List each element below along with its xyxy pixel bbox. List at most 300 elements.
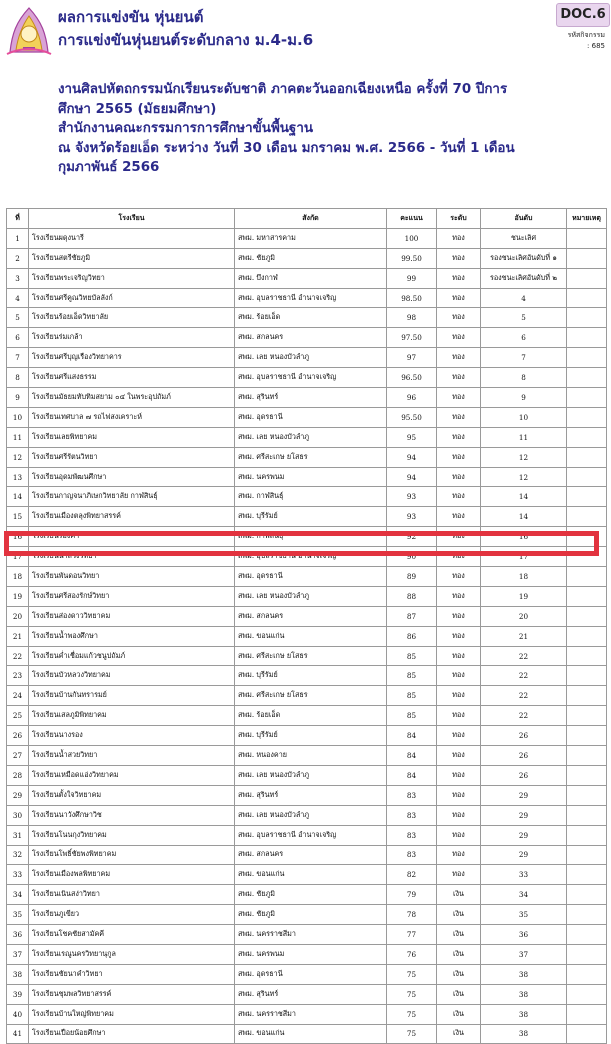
cell-no: 25: [7, 706, 29, 726]
cell-level: ทอง: [437, 567, 481, 587]
cell-score: 78: [387, 905, 437, 925]
cell-school: โรงเรียนภูเขียว: [29, 905, 235, 925]
table-row: [7, 785, 607, 805]
cell-remark: [567, 984, 607, 1004]
cell-school: โรงเรียนพันดอนวิทยา: [29, 567, 235, 587]
cell-affiliation: สพม. ขอนแก่น: [235, 1024, 387, 1044]
cell-rank: 22: [481, 686, 567, 706]
table-row: [7, 328, 607, 348]
cell-level: ทอง: [437, 845, 481, 865]
cell-level: ทอง: [437, 706, 481, 726]
cell-affiliation: สพม. กาฬสินธุ์: [235, 527, 387, 547]
cell-score: 75: [387, 984, 437, 1004]
cell-remark: [567, 666, 607, 686]
table-row: [7, 746, 607, 766]
event-subtitle: [58, 80, 558, 178]
cell-score: 99: [387, 268, 437, 288]
cell-no: 40: [7, 1004, 29, 1024]
cell-affiliation: สพม. ร้อยเอ็ด: [235, 308, 387, 328]
cell-no: 2: [7, 248, 29, 268]
cell-affiliation: สพม. กาฬสินธุ์: [235, 487, 387, 507]
cell-no: 24: [7, 686, 29, 706]
table-row: [7, 527, 607, 547]
cell-no: 12: [7, 447, 29, 467]
table-row: [7, 626, 607, 646]
cell-school: โรงเรียนบ้านกันทรารมย์: [29, 686, 235, 706]
cell-level: ทอง: [437, 388, 481, 408]
activity-code-value: : 685: [587, 42, 605, 50]
cell-no: 28: [7, 765, 29, 785]
table-row: [7, 925, 607, 945]
cell-remark: [567, 1024, 607, 1044]
cell-level: ทอง: [437, 348, 481, 368]
cell-school: โรงเรียนร่มเกล้า: [29, 328, 235, 348]
cell-affiliation: สพม. เลย หนองบัวลำภู: [235, 348, 387, 368]
cell-affiliation: สพม. ชัยภูมิ: [235, 905, 387, 925]
cell-score: 76: [387, 944, 437, 964]
cell-level: เงิน: [437, 944, 481, 964]
cell-no: 14: [7, 487, 29, 507]
cell-remark: [567, 547, 607, 567]
cell-level: ทอง: [437, 527, 481, 547]
cell-level: ทอง: [437, 586, 481, 606]
cell-rank: 20: [481, 606, 567, 626]
cell-level: ทอง: [437, 746, 481, 766]
cell-rank: 26: [481, 765, 567, 785]
cell-rank: 29: [481, 825, 567, 845]
cell-school: โรงเรียนเมืองพลพิทยาคม: [29, 865, 235, 885]
cell-remark: [567, 467, 607, 487]
cell-rank: 6: [481, 328, 567, 348]
cell-remark: [567, 925, 607, 945]
cell-affiliation: สพม. บึงกาฬ: [235, 268, 387, 288]
cell-score: 88: [387, 586, 437, 606]
table-row: [7, 308, 607, 328]
cell-score: 85: [387, 666, 437, 686]
cell-score: 86: [387, 626, 437, 646]
cell-no: 36: [7, 925, 29, 945]
cell-school: โรงเรียนน้ำพองศึกษา: [29, 626, 235, 646]
table-row: [7, 348, 607, 368]
cell-remark: [567, 348, 607, 368]
cell-affiliation: สพม. นครพนม: [235, 944, 387, 964]
cell-remark: [567, 507, 607, 527]
cell-affiliation: สพม. ชัยภูมิ: [235, 885, 387, 905]
column-header-school: โรงเรียน: [29, 209, 235, 229]
cell-school: โรงเรียนนาส่วงวิทยา: [29, 547, 235, 567]
cell-no: 9: [7, 388, 29, 408]
table-row: [7, 885, 607, 905]
cell-affiliation: สพม. มหาสารคาม: [235, 228, 387, 248]
table-row: [7, 228, 607, 248]
cell-level: ทอง: [437, 228, 481, 248]
cell-school: โรงเรียนสตรีชัยภูมิ: [29, 248, 235, 268]
cell-remark: [567, 1004, 607, 1024]
cell-score: 98.50: [387, 288, 437, 308]
cell-school: โรงเรียนเรณูนครวิทยานุกูล: [29, 944, 235, 964]
cell-level: ทอง: [437, 328, 481, 348]
table-row: [7, 825, 607, 845]
cell-rank: 17: [481, 547, 567, 567]
cell-affiliation: สพม. ขอนแก่น: [235, 626, 387, 646]
cell-rank: 22: [481, 706, 567, 726]
cell-school: โรงเรียนน้ำสวยวิทยา: [29, 746, 235, 766]
cell-score: 85: [387, 686, 437, 706]
cell-remark: [567, 746, 607, 766]
cell-rank: 9: [481, 388, 567, 408]
cell-no: 35: [7, 905, 29, 925]
cell-affiliation: สพม. บุรีรัมย์: [235, 726, 387, 746]
cell-remark: [567, 487, 607, 507]
column-header-score: คะแนน: [387, 209, 437, 229]
activity-code-label: รหัสกิจกรรม: [567, 31, 605, 39]
cell-level: ทอง: [437, 726, 481, 746]
cell-score: 79: [387, 885, 437, 905]
cell-no: 6: [7, 328, 29, 348]
cell-affiliation: สพม. ร้อยเอ็ด: [235, 706, 387, 726]
cell-no: 21: [7, 626, 29, 646]
table-row: [7, 288, 607, 308]
cell-remark: [567, 686, 607, 706]
cell-level: ทอง: [437, 666, 481, 686]
cell-affiliation: สพม. สุรินทร์: [235, 388, 387, 408]
cell-remark: [567, 646, 607, 666]
table-row: [7, 606, 607, 626]
cell-level: ทอง: [437, 547, 481, 567]
subtitle-line2: ศึกษา 2565 (มัธยมศึกษา): [58, 101, 217, 117]
cell-level: เงิน: [437, 1024, 481, 1044]
cell-remark: [567, 328, 607, 348]
cell-school: โรงเรียนร้อยเอ็ดวิทยาลัย: [29, 308, 235, 328]
cell-rank: รองชนะเลิศอันดับที่ ๒: [481, 268, 567, 288]
cell-score: 92: [387, 527, 437, 547]
table-row: [7, 547, 607, 567]
cell-school: โรงเรียนอุดมพัฒนศึกษา: [29, 467, 235, 487]
activity-code: [568, 30, 605, 52]
cell-remark: [567, 567, 607, 587]
cell-score: 83: [387, 805, 437, 825]
cell-no: 31: [7, 825, 29, 845]
cell-rank: 38: [481, 1024, 567, 1044]
cell-remark: [567, 865, 607, 885]
subtitle-line1: งานศิลปหัตถกรรมนักเรียนระดับชาติ ภาคตะวันออกเฉียงเหนือ ครั้งที่ 70 ปีการ: [58, 82, 508, 97]
cell-rank: 5: [481, 308, 567, 328]
cell-school: โรงเรียนโชคชัยสามัคคี: [29, 925, 235, 945]
cell-rank: 29: [481, 845, 567, 865]
cell-affiliation: สพม. ศรีสะเกษ ยโสธร: [235, 447, 387, 467]
cell-score: 84: [387, 746, 437, 766]
cell-level: ทอง: [437, 248, 481, 268]
cell-no: 19: [7, 586, 29, 606]
cell-affiliation: สพม. บุรีรัมย์: [235, 507, 387, 527]
cell-rank: 11: [481, 427, 567, 447]
organization-logo: [6, 4, 52, 56]
cell-no: 23: [7, 666, 29, 686]
table-row: [7, 865, 607, 885]
page-header: [58, 6, 313, 52]
subtitle-line3: สำนักงานคณะกรรมการการศึกษาขั้นพื้นฐาน: [58, 121, 313, 136]
cell-score: 77: [387, 925, 437, 945]
subtitle-line4: ณ จังหวัดร้อยเอ็ด ระหว่าง วันที่ 30 เดือน มกราคม พ.ศ. 2566 - วันที่ 1 เดือน: [58, 140, 515, 156]
table-row: [7, 765, 607, 785]
table-row: [7, 1024, 607, 1044]
cell-school: โรงเรียนร่องคำ: [29, 527, 235, 547]
cell-score: 95.50: [387, 407, 437, 427]
table-row: [7, 686, 607, 706]
table-row: [7, 646, 607, 666]
cell-score: 83: [387, 825, 437, 845]
cell-no: 1: [7, 228, 29, 248]
table-row: [7, 1004, 607, 1024]
cell-score: 97.50: [387, 328, 437, 348]
cell-score: 96: [387, 388, 437, 408]
cell-level: ทอง: [437, 447, 481, 467]
cell-score: 75: [387, 1024, 437, 1044]
table-row: [7, 248, 607, 268]
cell-no: 20: [7, 606, 29, 626]
cell-school: โรงเรียนส่องดาววิทยาคม: [29, 606, 235, 626]
cell-remark: [567, 308, 607, 328]
cell-score: 89: [387, 567, 437, 587]
cell-rank: 8: [481, 368, 567, 388]
cell-affiliation: สพม. อุดรธานี: [235, 567, 387, 587]
table-row: [7, 586, 607, 606]
table-row: [7, 944, 607, 964]
cell-remark: [567, 706, 607, 726]
cell-remark: [567, 785, 607, 805]
cell-remark: [567, 845, 607, 865]
cell-affiliation: สพม. เลย หนองบัวลำภู: [235, 586, 387, 606]
table-row: [7, 427, 607, 447]
cell-level: เงิน: [437, 964, 481, 984]
cell-level: ทอง: [437, 507, 481, 527]
cell-score: 90: [387, 547, 437, 567]
cell-remark: [567, 606, 607, 626]
cell-rank: 21: [481, 626, 567, 646]
cell-rank: 7: [481, 348, 567, 368]
cell-affiliation: สพม. หนองคาย: [235, 746, 387, 766]
cell-level: ทอง: [437, 686, 481, 706]
cell-score: 85: [387, 646, 437, 666]
cell-level: ทอง: [437, 865, 481, 885]
cell-rank: 4: [481, 288, 567, 308]
table-row: [7, 467, 607, 487]
cell-remark: [567, 368, 607, 388]
cell-affiliation: สพม. อุบลราชธานี อำนาจเจริญ: [235, 288, 387, 308]
cell-remark: [567, 228, 607, 248]
cell-remark: [567, 885, 607, 905]
cell-remark: [567, 905, 607, 925]
cell-school: โรงเรียนโพธิ์ชัยพงพิทยาคม: [29, 845, 235, 865]
cell-no: 38: [7, 964, 29, 984]
table-row: [7, 984, 607, 1004]
cell-remark: [567, 825, 607, 845]
cell-rank: 35: [481, 905, 567, 925]
cell-affiliation: สพม. อุดรธานี: [235, 407, 387, 427]
cell-score: 83: [387, 785, 437, 805]
table-row: [7, 447, 607, 467]
cell-level: ทอง: [437, 805, 481, 825]
cell-score: 75: [387, 964, 437, 984]
table-row: [7, 388, 607, 408]
cell-affiliation: สพม. ศรีสะเกษ ยโสธร: [235, 646, 387, 666]
cell-remark: [567, 388, 607, 408]
cell-remark: [567, 427, 607, 447]
cell-no: 30: [7, 805, 29, 825]
cell-school: โรงเรียนเลยพิทยาคม: [29, 427, 235, 447]
cell-level: เงิน: [437, 1004, 481, 1024]
cell-affiliation: สพม. อุบลราชธานี อำนาจเจริญ: [235, 825, 387, 845]
cell-level: ทอง: [437, 646, 481, 666]
cell-school: โรงเรียนศรีบุญเรืองวิทยาคาร: [29, 348, 235, 368]
table-row: [7, 905, 607, 925]
cell-affiliation: สพม. เลย หนองบัวลำภู: [235, 765, 387, 785]
cell-no: 10: [7, 407, 29, 427]
cell-rank: 37: [481, 944, 567, 964]
cell-affiliation: สพม. สกลนคร: [235, 606, 387, 626]
cell-school: โรงเรียนศรีสองรักษ์วิทยา: [29, 586, 235, 606]
cell-score: 100: [387, 228, 437, 248]
header-title-line1: ผลการแข่งขัน หุ่นยนต์: [58, 8, 204, 26]
cell-rank: 34: [481, 885, 567, 905]
cell-score: 84: [387, 765, 437, 785]
cell-affiliation: สพม. อุบลราชธานี อำนาจเจริญ: [235, 547, 387, 567]
cell-no: 32: [7, 845, 29, 865]
cell-no: 8: [7, 368, 29, 388]
cell-school: โรงเรียนเมืองตลุงพิทยาสรรค์: [29, 507, 235, 527]
cell-rank: 38: [481, 984, 567, 1004]
table-row: [7, 666, 607, 686]
cell-affiliation: สพม. สกลนคร: [235, 328, 387, 348]
cell-school: โรงเรียนกาญจนาภิเษกวิทยาลัย กาฬสินธุ์: [29, 487, 235, 507]
cell-school: โรงเรียนเนินสง่าวิทยา: [29, 885, 235, 905]
cell-remark: [567, 964, 607, 984]
cell-affiliation: สพม. อุบลราชธานี อำนาจเจริญ: [235, 368, 387, 388]
cell-rank: 10: [481, 407, 567, 427]
header-title-line2: การแข่งขันหุ่นยนต์ระดับกลาง ม.4-ม.6: [58, 31, 314, 49]
cell-school: โรงเรียนศรีแสงธรรม: [29, 368, 235, 388]
table-row: [7, 487, 607, 507]
cell-rank: 26: [481, 746, 567, 766]
cell-level: ทอง: [437, 407, 481, 427]
cell-level: เงิน: [437, 925, 481, 945]
cell-no: 4: [7, 288, 29, 308]
cell-affiliation: สพม. สุรินทร์: [235, 785, 387, 805]
cell-remark: [567, 288, 607, 308]
column-header-remark: หมายเหตุ: [567, 209, 607, 229]
cell-score: 94: [387, 447, 437, 467]
table-row: [7, 507, 607, 527]
cell-no: 3: [7, 268, 29, 288]
cell-no: 37: [7, 944, 29, 964]
cell-no: 16: [7, 527, 29, 547]
table-row: [7, 368, 607, 388]
cell-level: ทอง: [437, 825, 481, 845]
cell-affiliation: สพม. สุรินทร์: [235, 984, 387, 1004]
cell-score: 93: [387, 507, 437, 527]
cell-score: 94: [387, 467, 437, 487]
cell-school: โรงเรียนผดุงนารี: [29, 228, 235, 248]
cell-school: โรงเรียนชัยนาคำวิทยา: [29, 964, 235, 984]
cell-rank: รองชนะเลิศอันดับที่ ๑: [481, 248, 567, 268]
cell-affiliation: สพม. เลย หนองบัวลำภู: [235, 427, 387, 447]
cell-rank: 16: [481, 527, 567, 547]
cell-remark: [567, 944, 607, 964]
cell-school: โรงเรียนเปือยน้อยศึกษา: [29, 1024, 235, 1044]
cell-no: 27: [7, 746, 29, 766]
cell-remark: [567, 268, 607, 288]
cell-score: 97: [387, 348, 437, 368]
cell-affiliation: สพม. สกลนคร: [235, 845, 387, 865]
cell-rank: 38: [481, 964, 567, 984]
cell-score: 75: [387, 1004, 437, 1024]
table-row: [7, 567, 607, 587]
results-table: [6, 208, 607, 1044]
cell-remark: [567, 765, 607, 785]
cell-remark: [567, 586, 607, 606]
cell-school: โรงเรียนโนนกุงวิทยาคม: [29, 825, 235, 845]
cell-remark: [567, 626, 607, 646]
cell-level: ทอง: [437, 427, 481, 447]
cell-school: โรงเรียนบัวหลวงวิทยาคม: [29, 666, 235, 686]
table-row: [7, 845, 607, 865]
cell-affiliation: สพม. เลย หนองบัวลำภู: [235, 805, 387, 825]
cell-level: ทอง: [437, 368, 481, 388]
cell-level: เงิน: [437, 984, 481, 1004]
cell-school: โรงเรียนศรีรัตนวิทยา: [29, 447, 235, 467]
cell-school: โรงเรียนเสลภูมิพิทยาคม: [29, 706, 235, 726]
cell-school: โรงเรียนมัธยมทับทิมสยาม ๐๔ ในพระอุปถัมภ์: [29, 388, 235, 408]
cell-no: 7: [7, 348, 29, 368]
cell-affiliation: สพม. นครพนม: [235, 467, 387, 487]
table-row: [7, 964, 607, 984]
cell-level: ทอง: [437, 626, 481, 646]
cell-school: โรงเรียนนางรอง: [29, 726, 235, 746]
cell-remark: [567, 805, 607, 825]
cell-affiliation: สพม. นครราชสีมา: [235, 1004, 387, 1024]
cell-no: 33: [7, 865, 29, 885]
cell-level: ทอง: [437, 268, 481, 288]
cell-level: ทอง: [437, 288, 481, 308]
cell-no: 11: [7, 427, 29, 447]
cell-level: ทอง: [437, 467, 481, 487]
table-row: [7, 268, 607, 288]
cell-no: 17: [7, 547, 29, 567]
table-row: [7, 726, 607, 746]
cell-level: ทอง: [437, 308, 481, 328]
cell-remark: [567, 527, 607, 547]
cell-affiliation: สพม. บุรีรัมย์: [235, 666, 387, 686]
cell-rank: 14: [481, 507, 567, 527]
cell-rank: 29: [481, 785, 567, 805]
cell-score: 99.50: [387, 248, 437, 268]
cell-level: ทอง: [437, 765, 481, 785]
table-row: [7, 407, 607, 427]
subtitle-line5: กุมภาพันธ์ 2566: [58, 160, 160, 175]
cell-no: 22: [7, 646, 29, 666]
cell-school: โรงเรียนตั้งใจวิทยาคม: [29, 785, 235, 805]
cell-affiliation: สพม. ขอนแก่น: [235, 865, 387, 885]
cell-no: 26: [7, 726, 29, 746]
cell-no: 41: [7, 1024, 29, 1044]
cell-score: 82: [387, 865, 437, 885]
cell-remark: [567, 447, 607, 467]
cell-score: 96.50: [387, 368, 437, 388]
cell-no: 39: [7, 984, 29, 1004]
cell-school: โรงเรียนบ้านใหญ่พิทยาคม: [29, 1004, 235, 1024]
cell-rank: 19: [481, 586, 567, 606]
cell-remark: [567, 407, 607, 427]
